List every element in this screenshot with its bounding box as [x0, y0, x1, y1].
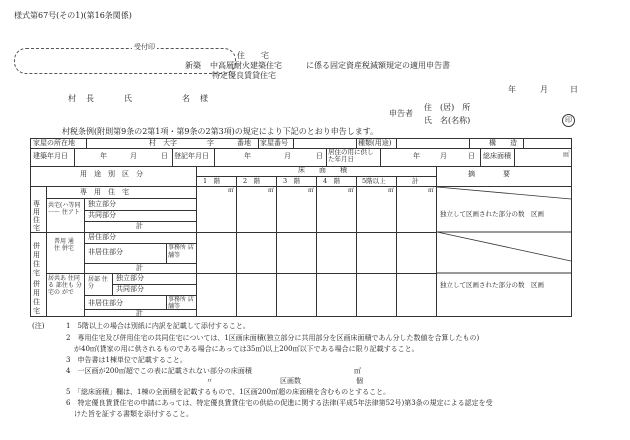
- title-suffix: に係る固定資産税減額規定の適用申告書: [306, 61, 450, 70]
- notes-head: (注): [32, 322, 45, 330]
- residence-date-label: 居住の用に供した年月日: [328, 148, 374, 164]
- title-option-3: 特定優良賃貸住宅: [212, 71, 276, 80]
- date-day: 日: [570, 85, 578, 94]
- shared-house-label: 共宅(ハ等同一〜 住アト: [48, 202, 81, 217]
- location-ji: 字: [207, 139, 214, 147]
- built-month: 月: [130, 152, 137, 160]
- addressee-head: 長: [86, 94, 94, 103]
- remarks-header: 摘 要: [468, 170, 510, 178]
- unit-6: ㎡: [428, 187, 435, 194]
- seal-label: 印: [565, 116, 572, 124]
- title-option-1: 住 宅: [237, 51, 269, 60]
- note-4-unit: ㎡: [354, 367, 361, 375]
- ordinary-mixed-label: 普用 通住 併宅: [54, 238, 74, 253]
- diagonal-1: [437, 187, 571, 199]
- remark-1: 独立して区画された部分の数 区画: [440, 210, 544, 218]
- built-date-label: 建築年月日: [33, 152, 68, 160]
- residence-day: 日: [468, 152, 475, 160]
- note-4-ditto: 〃: [206, 377, 213, 385]
- note-4-unit-count: 個: [356, 377, 363, 385]
- exclusive-part-2: 独立部分: [116, 274, 144, 282]
- note-2: 2 専用住宅及び併用住宅の共同住宅については、1区画床面積(独立部分に共用部分を区画床面積であん分した数値を合算したもの): [66, 334, 480, 342]
- registered-day: 日: [316, 152, 323, 160]
- location-village: 村: [149, 139, 156, 147]
- residence-month: 月: [440, 152, 447, 160]
- note-5: 5 「総床面積」欄は、1棟の全面積を記載するもので、1区画200㎡超の床面積を含むものとすること。: [66, 388, 391, 396]
- residence-year: 年: [413, 152, 420, 160]
- title-prefix: 新築: [185, 61, 201, 70]
- section-exclusive-label: 専用住宅: [33, 200, 40, 233]
- intro-text: 村税条例(附則第9条の2第1項・第9条の2第3項)の規定により下記のとおり申告します。: [62, 127, 379, 136]
- total-area-label: 総床面積: [483, 152, 511, 160]
- note-6b: けた旨を証する書類を添付すること。: [74, 410, 193, 418]
- note-4-count: 区画数: [280, 377, 301, 385]
- shared-living-label: 居共あ 住同る 部住も 分宅の がで: [48, 275, 82, 296]
- total-area-unit: ㎡: [563, 150, 570, 158]
- applicant-label: 申告者: [389, 109, 413, 118]
- date-year: 年: [508, 85, 516, 94]
- subtotal-2: 計: [136, 264, 143, 272]
- form-id: 様式第67号(その1)(第16条関係): [14, 11, 132, 20]
- remark-2: 独立して区画された部分の数 区画: [440, 281, 544, 289]
- area-header: 床 面 積: [298, 166, 347, 174]
- exclusive-house-head: 専 用 住 宅: [80, 188, 129, 196]
- unit-4: ㎡: [348, 187, 355, 194]
- registered-date-label: 登記年月日: [174, 152, 209, 160]
- unit-3: ㎡: [308, 187, 315, 194]
- built-day: 日: [161, 152, 168, 160]
- shop-label-1: 事務所 店舗等: [168, 244, 194, 259]
- living-part-1: 居住部分: [88, 233, 116, 241]
- addressee-shi: 氏: [124, 94, 132, 103]
- applicant-address-label: 住 (居) 所: [424, 103, 471, 112]
- diagonal-2: [437, 232, 571, 261]
- subtotal-1: 計: [136, 222, 143, 230]
- addressee-village: 村: [68, 94, 76, 103]
- note-2b: が40㎡(貸家の用に供されるものである場合にあっては35㎡)以上200㎡以下である場合に限り記載すること。: [74, 345, 419, 353]
- location-label: 家屋の所在地: [33, 139, 75, 147]
- section-mixed-label: 併用住宅: [33, 242, 40, 278]
- floor-3: 3 階: [283, 177, 301, 185]
- non-living-part-1: 非居住部分: [88, 248, 123, 256]
- floor-4: 4 階: [323, 177, 341, 185]
- unit-1: ㎡: [228, 187, 235, 194]
- unit-2: ㎡: [268, 187, 275, 194]
- common-part-2: 共同部分: [116, 285, 144, 293]
- date-month: 月: [540, 85, 548, 94]
- house-number-label: 家屋番号: [260, 139, 288, 147]
- stamp-label: 受付印: [134, 43, 155, 51]
- title-option-2: 中高層耐火建築住宅: [210, 61, 282, 70]
- unit-5: ㎡: [388, 187, 395, 194]
- exclusive-part-1: 独立部分: [88, 200, 116, 208]
- addressee-sama: 様: [200, 94, 208, 103]
- subtotal-3: 計: [136, 309, 143, 317]
- note-6: 6 特定優良賃貸住宅の申請にあっては、特定優良賃貸住宅の供給の促進に関する法律(平成5年法律第52号)第3条の規定による認定を受: [66, 399, 493, 407]
- location-aza: 大字: [163, 139, 177, 147]
- floor-1: 1 階: [203, 177, 221, 185]
- addressee-name: 名: [182, 94, 190, 103]
- floor-total: 計: [412, 177, 419, 185]
- section-mixed-label-2: 併用住宅: [33, 280, 40, 316]
- registered-year: 年: [244, 152, 251, 160]
- floor-2: 2 階: [243, 177, 261, 185]
- living-part-2: 居部 住分: [88, 276, 108, 291]
- structure-label: 構 造: [489, 139, 517, 147]
- common-part-1: 共同部分: [88, 211, 116, 219]
- location-banchi: 番地: [237, 139, 251, 147]
- floor-5-plus: 5階以上: [362, 177, 386, 185]
- shop-label-2: 事務所 店舗等: [168, 296, 194, 311]
- built-year: 年: [100, 152, 107, 160]
- registered-month: 月: [284, 152, 291, 160]
- note-4: 4 一区画が200㎡超でこの表に記載されない部分の床面積: [66, 367, 252, 375]
- kind-label: 種類(用途): [358, 139, 392, 147]
- applicant-name-label: 氏 名(名称): [424, 116, 471, 125]
- note-3: 3 申告書は1棟単位で記載すること。: [66, 356, 187, 364]
- non-living-part-2: 非居住部分: [88, 299, 123, 307]
- usage-header: 用 途 別 区 分: [80, 170, 143, 178]
- note-1: 1 5階以上の場合は別紙に内訳を記載して添付すること。: [66, 322, 250, 330]
